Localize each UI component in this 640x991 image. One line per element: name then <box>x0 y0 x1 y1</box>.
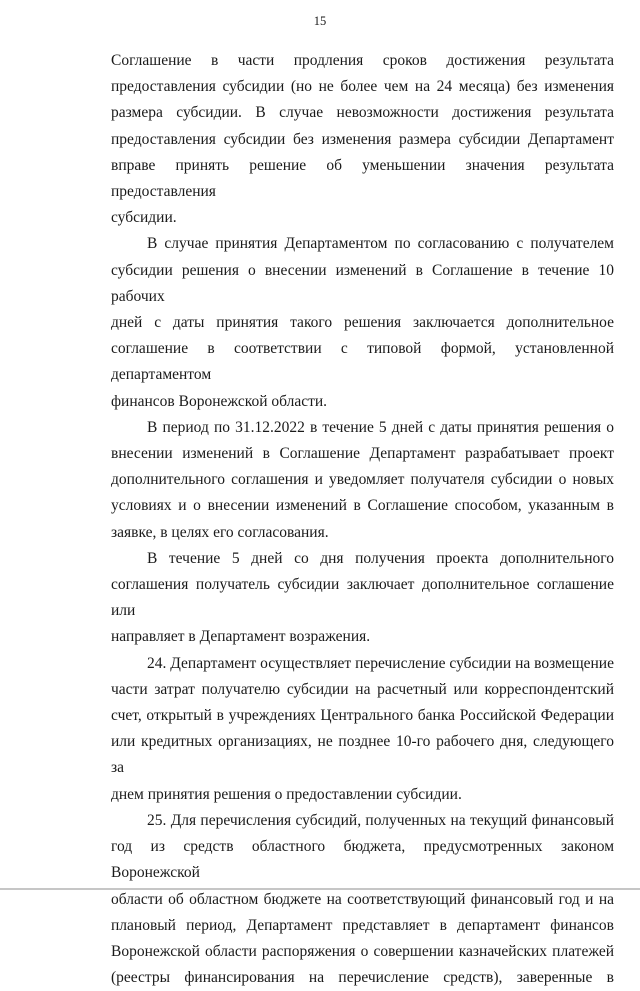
text-line: заявке, в целях его согласования. <box>111 523 329 541</box>
scan-bottom-edge <box>0 888 640 890</box>
paragraph <box>111 651 614 808</box>
text-line: 25. Для перечисления субсидий, полученных на текущий финансовый <box>147 811 614 829</box>
text-line: 24. Департамент осуществляет перечисление субсидии на возмещение <box>147 654 614 672</box>
text-line: плановый период, Департамент представляет в департамент финансов <box>111 916 614 934</box>
text-line: или кредитных организациях, не позднее 10-го рабочего дня, следующего за <box>111 733 614 777</box>
paragraph <box>111 808 614 991</box>
text-line: соглашение в соответствии с типовой формой, установленной департаментом <box>111 340 614 384</box>
document-body <box>111 48 614 991</box>
text-line: области об областном бюджете на соответствующий финансовый год и на <box>111 890 614 908</box>
text-line: направляет в Департамент возражения. <box>111 628 371 646</box>
text-line: (реестры финансирования на перечисление средств), заверенные в <box>111 969 614 987</box>
text-line: субсидии. <box>111 209 177 227</box>
text-line: части затрат получателю субсидии на расчетный или корреспондентский <box>111 680 614 698</box>
text-line: субсидии решения о внесении изменений в Соглашение в течение 10 рабочих <box>111 261 614 305</box>
text-line: вправе принять решение об уменьшении значения результата предоставления <box>111 156 614 201</box>
paragraph <box>111 415 614 546</box>
text-line: дней с даты принятия такого решения заключается дополнительное <box>111 314 614 332</box>
text-line: дополнительного соглашения и уведомляет получателя субсидии о новых <box>111 471 614 489</box>
text-line: счет, открытый в учреждениях Центрального банка Российской Федерации <box>111 707 614 725</box>
paragraph <box>111 48 614 231</box>
text-line: днем принятия решения о предоставлении субсидии. <box>111 785 462 803</box>
text-line: год из средств областного бюджета, предусмотренных законом Воронежской <box>111 838 614 882</box>
text-line: соглашения получатель субсидии заключает дополнительное соглашение или <box>111 576 614 620</box>
paragraph <box>111 546 614 651</box>
text-line: Соглашение в части продления сроков достижения результата <box>111 52 614 69</box>
text-line: В период по 31.12.2022 в течение 5 дней с даты принятия решения о <box>147 418 614 436</box>
text-line: предоставления субсидии без изменения размера субсидии Департамент <box>111 130 614 148</box>
paragraph <box>111 231 614 414</box>
text-line: условиях и о внесении изменений в Соглашение способом, указанным в <box>111 497 614 515</box>
text-line: внесении изменений в Соглашение Департамент разрабатывает проект <box>111 445 614 463</box>
text-line: размера субсидии. В случае невозможности достижения результата <box>111 104 614 122</box>
text-line: предоставления субсидии (но не более чем на 24 месяца) без изменения <box>111 78 614 96</box>
text-line: В течение 5 дней со дня получения проекта дополнительного <box>147 549 614 567</box>
page-number: 15 <box>313 14 327 28</box>
text-line: Воронежской области распоряжения о совершении казначейских платежей <box>111 942 614 960</box>
text-line: В случае принятия Департаментом по согласованию с получателем <box>147 235 614 253</box>
text-line: финансов Воронежской области. <box>111 392 328 410</box>
